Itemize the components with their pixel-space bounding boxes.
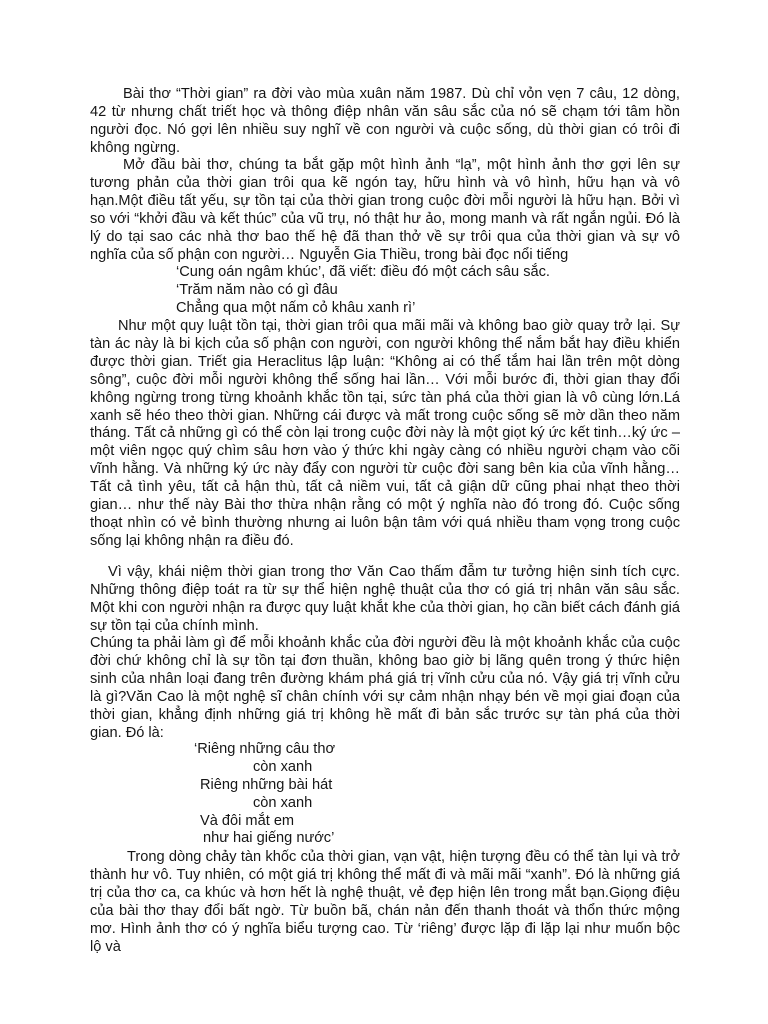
paragraph-existential: Vì vậy, khái niệm thời gian trong thơ Văn Cao thấm đẫm tư tưởng hiện sinh tích cực. Những thông điệp toát ra từ sự thể hiện nghệ thuật của thơ có giá trị nhân văn sâu sắc. Một khi con người nhận ra được quy luật khắt khe của thời gian, họ cần biết cách đánh giá sự tồn tại của chính mình.	[90, 564, 680, 634]
quote-line: ‘Trăm năm nào có gì đâu	[176, 282, 338, 298]
paragraph-question: Chúng ta phải làm gì để mỗi khoảnh khắc của đời người đều là một khoảnh khắc của cuộc đời chứ không chỉ là sự tồn tại đơn thuần, không bao giờ bị lãng quên trong ý thức hiện sinh của nhân loại đang trên đường khám phá giá trị vĩnh cửu của nó. Vậy giá trị vĩnh cửu là gì?Văn Cao là một nghệ sĩ chân chính với sự cảm nhận nhạy bén về mọi giai đoạn của thời gian, khẳng định những giá trị không hề mất đi bản sắc trước sự tàn phá của thời gian. Đó là:	[90, 635, 680, 741]
poem-line: còn xanh	[253, 795, 313, 811]
poem-line: Và đôi mắt em	[200, 813, 295, 829]
poem-line: Riêng những bài hát	[200, 777, 333, 793]
poem-line: ‘Riêng những câu thơ	[194, 741, 336, 757]
paragraph-time-law: Như một quy luật tồn tại, thời gian trôi qua mãi mãi và không bao giờ quay trở lại. Sự tàn ác này là bi kịch của số phận con người, con người không thể nắm bắt hay điều khiển được thời gian. Triết gia Heraclitus lập luận: “Không ai có thể tắm hai lần trên một dòng sông”, cuộc đời mỗi người không thể sống hai lần… Với mỗi bước đi, thời gian thay đổi không ngừng trong từng khoảnh khắc tồn tại, sức tàn phá của thời gian là vô cùng lớn.Lá xanh sẽ héo theo thời gian. Những cái được và mất trong cuộc sống sẽ mờ dần theo năm tháng. Tất cả những gì có thể còn lại trong cuộc đời này là một giọt ký ức kết tinh…ký ức – một viên ngọc quý chìm sâu hơn vào ý thức khi ngày càng có nhiều người chạm vào cõi vĩnh hằng. Và những ký ức này đẩy con người từ cuộc đời sang bên kia của vĩnh hằng… Tất cả tình yêu, tất cả hận thù, tất cả niềm vui, tất cả giận dữ cũng phai nhạt theo thời gian… như thế này Bài thơ thừa nhận rằng có một ý nghĩa nào đó trong đó. Cuộc sống thoạt nhìn có vẻ bình thường nhưng ai luôn bận tâm với quá nhiều tham vọng trong cuộc sống lại không nhận ra điều đó.	[90, 318, 680, 549]
paragraph-conclusion: Trong dòng chảy tàn khốc của thời gian, vạn vật, hiện tượng đều có thể tàn lụi và trở thành hư vô. Tuy nhiên, có một giá trị không thể mất đi và mãi mãi “xanh”. Đó là những giá trị của thơ ca, ca khúc và hơn hết là nghệ thuật, vẻ đẹp hiện lên trong mắt bạn.Giọng điệu của bài thơ thay đổi bất ngờ. Từ buồn bã, chán nản đến thanh thoát và thổn thức mộng mơ. Hình ảnh thơ có ý nghĩa biểu tượng cao. Từ ‘riêng’ được lặp đi lặp lại như muốn bộc lộ và	[90, 849, 680, 955]
poem-line: còn xanh	[253, 759, 313, 775]
quote-line: Chẳng qua một nấm cỏ khâu xanh rì’	[176, 300, 416, 316]
paragraph-opening: Mở đầu bài thơ, chúng ta bắt gặp một hình ảnh “lạ”, một hình ảnh thơ gợi lên sự tương phản của thời gian trôi qua kẽ ngón tay, hữu hình và vô hình, hữu hạn và vô hạn.Một điều tất yếu, sự tồn tại của thời gian trong cuộc đời mỗi người là hữu hạn. Bởi vì so với “khởi đầu và kết thúc” của vũ trụ, nó thật hư ảo, mong manh và rất ngắn ngủi. Đó là lý do tại sao các nhà thơ bao thế hệ đã than thở về sự trôi qua của thời gian và sự vô nghĩa của số phận con người… Nguyễn Gia Thiều, trong bài đọc nổi tiếng	[90, 157, 680, 263]
paragraph-intro: Bài thơ “Thời gian” ra đời vào mùa xuân năm 1987. Dù chỉ vỏn vẹn 7 câu, 12 dòng, 42 từ nhưng chất triết học và thông điệp nhân văn sâu sắc của nó sẽ chạm tới tâm hồn người đọc. Nó gợi lên nhiều suy nghĩ về con người và cuộc sống, dù thời gian có trôi đi không ngừng.	[90, 86, 680, 156]
poem-line: như hai giếng nước’	[203, 830, 335, 846]
quote-line: ‘Cung oán ngâm khúc’, đã viết: điều đó một cách sâu sắc.	[176, 264, 550, 280]
